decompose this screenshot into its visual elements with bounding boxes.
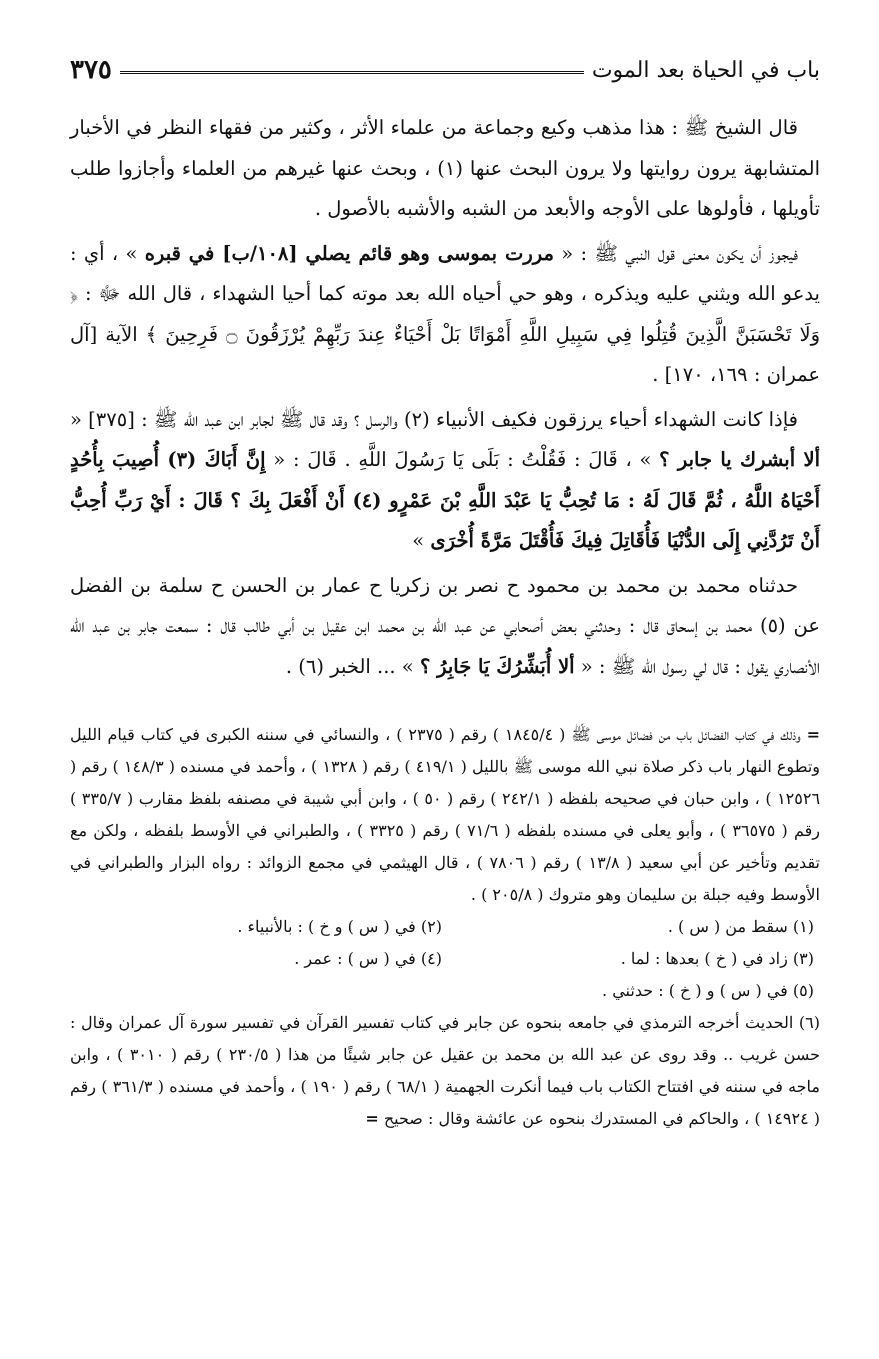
- paragraph-3-end: »: [412, 529, 431, 552]
- footnote-grid: [70, 911, 820, 1007]
- header-rule: [120, 71, 584, 74]
- footnote-grid-spacer: [70, 975, 442, 1007]
- continued-mark: =: [365, 1109, 379, 1128]
- footnote-5: (٥) في ( س ) و ( خ ) : حدثني .: [602, 981, 814, 1000]
- paragraph-4-end: » ... الخبر (٦) .: [285, 654, 420, 678]
- paragraph-2-intro: فيجوز أن يكون معنى قول النبي ﷺ : «: [553, 241, 798, 265]
- footnote-separator: [70, 691, 820, 719]
- paragraph-4: [70, 566, 820, 688]
- footnote-3: (٣) زاد في ( خ ) بعدها : لما .: [620, 949, 814, 968]
- book-page: [70, 50, 820, 1135]
- hadith-quote-jabir-1: ألا أبشرك يا جابر ؟: [659, 448, 820, 471]
- running-title: باب في الحياة بعد الموت: [591, 57, 820, 83]
- paragraph-3-intro: فإذا كانت الشهداء أحياء يرزقون فكيف الأنبياء (٢) والرسل ؟ وقد قال ﷺ لجابر ابن عبد الله ﷺ : [٣٧٥] «: [70, 407, 798, 431]
- footnote-1: (١) سقط من ( س ) .: [667, 917, 814, 936]
- paragraph-3: [70, 400, 820, 562]
- footnotes: [70, 719, 820, 1135]
- footnote-4: (٤) في ( س ) : عمر .: [294, 949, 442, 968]
- hadith-quote-father: إِنَّ أَبَاكَ (٣) أُصِيبَ بِأُحُدٍ أَحْيَاهُ اللَّهُ ، ثُمَّ قَالَ لَهُ : مَا تُحِبُّ يَا عَبْدَ اللَّهِ بْنَ عَمْرٍو (٤) أَنْ أَفْعَلَ بِكَ ؟ قَالَ : أَيْ رَبِّ أُحِبُّ أَنْ تَرُدَّنِي إِلَى الدُّنْيَا فَأُقَاتِلَ فِيكَ فَأُقْتَلَ مَرَّةً أُخْرَى: [70, 448, 820, 552]
- page-number: ٣٧٥: [70, 55, 112, 85]
- footnote-continuation-text: وذلك في كتاب الفضائل باب من فضائل موسى ﷺ ( ١٨٤٥/٤ ) رقم ( ٢٣٧٥ ) ، والنسائي في سننه الكبرى في كتاب قيام الليل وتطوع النهار باب ذكر صلاة نبي الله موسى ﷺ بالليل ( ٤١٩/١ ) رقم ( ١٣٢٨ ) ، وأحمد في مسنده ( ١٤٨/٣ ) رقم ( ١٢٥٢٦ ) ، وابن حبان في صحيحه بلفظه ( ٢٤٢/١ ) رقم ( ٥٠ ) ، وابن أبي شيبة في مصنفه بلفظ مقارب ( ٣٣٥/٧ ) رقم ( ٣٦٥٧٥ ) ، وأبو يعلى في مسنده بلفظه ( ٧١/٦ ) رقم ( ٣٣٢٥ ) ، والطبراني في الأوسط بلفظه ، ولكن مع تقديم وتأخير عن أبي سعيد ( ١٣/٨ ) رقم ( ٧٨٠٦ ) ، قال الهيثمي في مجمع الزوائد : رواه البزار والطبراني في الأوسط وفيه جبلة بن سليمان وهو متروك ( ٢٠٥/٨ ) .: [70, 725, 821, 904]
- hadith-quote-jabir-2: ألا أُبَشِّرُكَ يَا جَابِرُ ؟: [419, 654, 575, 678]
- paragraph-2-rest: » ، أي : يدعو الله ويثني عليه ويذكره ، وهو حي أحياه الله بعد موته كما أحيا الشهداء ، قال الله ﷻ : ﴿ وَلَا تَحْسَبَنَّ الَّذِينَ قُتِلُوا فِي سَبِيلِ اللَّهِ أَمْوَاتًا بَلْ أَحْيَاءٌ عِندَ رَبِّهِمْ يُرْزَقُونَ ۝ فَرِحِينَ ﴾ الآية [آل عمران : ١٦٩، ١٧٠] .: [70, 241, 821, 386]
- page-header: [70, 50, 820, 90]
- paragraph-2: [70, 234, 820, 396]
- footnote-6-text: (٦) الحديث أخرجه الترمذي في جامعه بنحوه عن جابر في كتاب تفسير القرآن في تفسير سورة آل عمران وقال : حسن غريب .. وقد روى عن عبد الله بن محمد بن عقيل عن جابر شيئًا من هذا ( ٢٣٠/٥ ) رقم ( ٣٠١٠ ) ، وابن ماجه في سننه في افتتاح الكتاب باب فيما أنكرت الجهمية ( ٦٨/١ ) رقم ( ١٩٠ ) ، وأحمد في مسنده ( ٣٦١/٣ ) رقم ( ١٤٩٢٤ ) ، والحاكم في المستدرك بنحوه عن عائشة وقال : صحيح: [70, 1013, 821, 1128]
- paragraph-3-mid: » ، قَالَ : فَقُلْتُ : بَلَى يَا رَسُولَ اللَّهِ . قَالَ : «: [265, 448, 660, 471]
- paragraph-1: قال الشيخ ﷺ : هذا مذهب وكيع وجماعة من علماء الأثر ، وكثير من فقهاء النظر في الأخبار المتشابهة يرون روايتها ولا يرون البحث عنها (١) ، وبحث عنها غيرهم من العلماء وأجازوا طلب تأويلها ، فأولوها على الأوجه والأبعد من الشبه والأشبه بالأصول .: [70, 116, 820, 220]
- footnote-6: [70, 1007, 820, 1135]
- hadith-quote-musa: مررت بموسى وهو قائم يصلي [١٠٨/ب] في قبره: [144, 241, 554, 265]
- footnote-continuation: [70, 719, 820, 911]
- footnote-2: (٢) في ( س ) و خ ) : بالأنبياء .: [237, 917, 442, 936]
- paragraph-4-isnad: حدثناه محمد بن محمد بن محمود ح نصر بن زكريا ح عمار بن الحسن ح سلمة بن الفضل عن (٥) محمد بن إسحاق قال : وحدثني بعض أصحابي عن عبد الله بن محمد ابن عقيل بن أبي طالب قال : سمعت جابر بن عبد الله الأنصاري يقول : قال لي رسول الله ﷺ : «: [70, 573, 820, 678]
- continuation-mark: =: [806, 725, 820, 744]
- main-text: [70, 108, 820, 687]
